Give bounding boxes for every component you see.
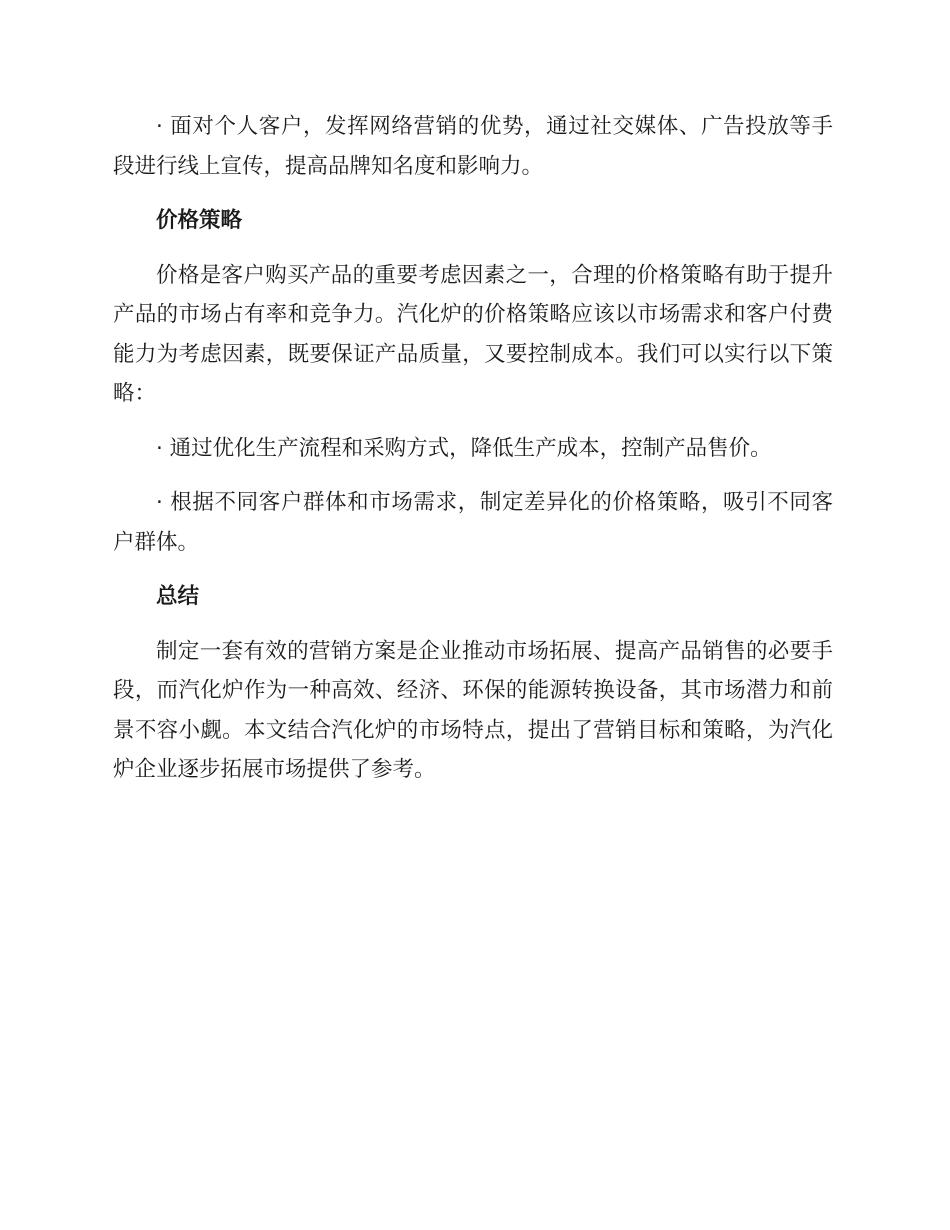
document-page	[113, 107, 833, 805]
section-heading-price-strategy: 价格策略	[156, 208, 243, 233]
bullet-paragraph-cost-control: · 通过优化生产流程和采购方式，降低生产成本，控制产品售价。	[156, 435, 772, 461]
bullet-paragraph-online-promotion: · 面对个人客户，发挥网络营销的优势，通过社交媒体、广告投放等手段进行线上宣传，提高品牌知名度和影响力。	[113, 114, 833, 179]
section-heading-summary: 总结	[156, 584, 200, 609]
paragraph-price-strategy: 价格是客户购买产品的重要考虑因素之一，合理的价格策略有助于提升产品的市场占有率和竞争力。汽化炉的价格策略应该以市场需求和客户付费能力为考虑因素，既要保证产品质量，又要控制成本。我们可以实行以下策略：	[113, 262, 833, 406]
bullet-paragraph-differentiated-pricing: · 根据不同客户群体和市场需求，制定差异化的价格策略，吸引不同客户群体。	[113, 490, 833, 555]
paragraph-summary: 制定一套有效的营销方案是企业推动市场拓展、提高产品销售的必要手段，而汽化炉作为一种高效、经济、环保的能源转换设备，其市场潜力和前景不容小觑。本文结合汽化炉的市场特点，提出了营销目标和策略，为汽化炉企业逐步拓展市场提供了参考。	[113, 638, 833, 782]
